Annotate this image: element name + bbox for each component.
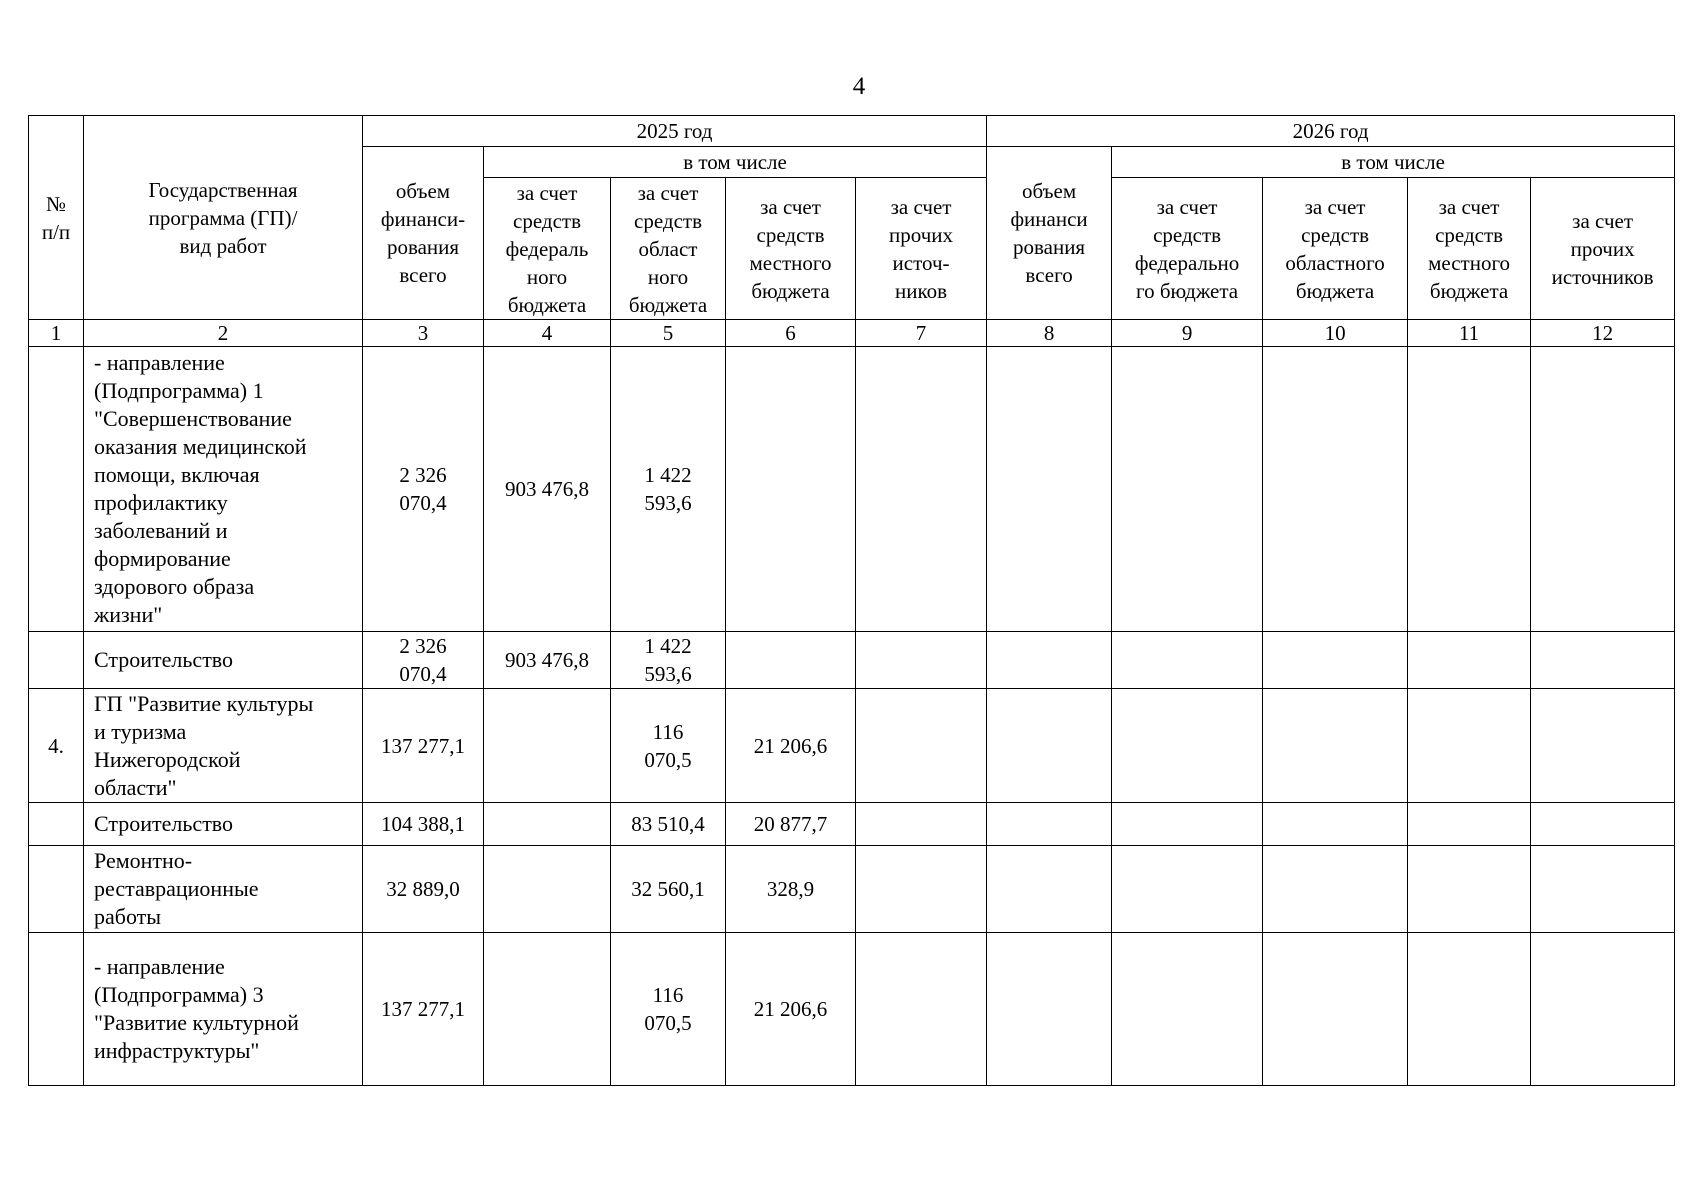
value-cell: [484, 933, 611, 1086]
header-y2-including: в том числе: [1112, 147, 1675, 178]
header-y2-federal: за счет средств федерально го бюджета: [1112, 178, 1263, 320]
column-number: 6: [726, 320, 856, 347]
value-cell: [1112, 933, 1263, 1086]
value-cell: [484, 846, 611, 933]
value-cell: [484, 689, 611, 803]
value-cell: 328,9: [726, 846, 856, 933]
value-cell: 903 476,8: [484, 632, 611, 689]
value-cell: [987, 689, 1112, 803]
value-cell: 32 889,0: [363, 846, 484, 933]
row-name: Строительство: [84, 632, 363, 689]
row-number: [29, 347, 84, 632]
value-cell: [1263, 632, 1408, 689]
header-num: № п/п: [29, 116, 84, 320]
value-cell: 20 877,7: [726, 803, 856, 846]
value-cell: 32 560,1: [611, 846, 726, 933]
value-cell: [1263, 803, 1408, 846]
value-cell: [1531, 347, 1675, 632]
value-cell: 21 206,6: [726, 689, 856, 803]
value-cell: [1112, 803, 1263, 846]
header-y1-including: в том числе: [484, 147, 987, 178]
column-number: 9: [1112, 320, 1263, 347]
header-y2-total: объем финанси рования всего: [987, 147, 1112, 320]
value-cell: 83 510,4: [611, 803, 726, 846]
table-row: [29, 846, 1675, 933]
table-row: [29, 347, 1675, 632]
header-year-2025: 2025 год: [363, 116, 987, 147]
value-cell: 21 206,6: [726, 933, 856, 1086]
column-number: 8: [987, 320, 1112, 347]
header-y1-regional: за счет средств област ного бюджета: [611, 178, 726, 320]
value-cell: [1408, 689, 1531, 803]
value-cell: 2 326 070,4: [363, 632, 484, 689]
value-cell: [1263, 933, 1408, 1086]
value-cell: 104 388,1: [363, 803, 484, 846]
value-cell: [1112, 689, 1263, 803]
value-cell: [987, 347, 1112, 632]
header-y1-local: за счет средств местного бюджета: [726, 178, 856, 320]
value-cell: [726, 347, 856, 632]
row-name: ГП "Развитие культуры и туризма Нижегородской области": [84, 689, 363, 803]
table-row: [29, 803, 1675, 846]
row-number: [29, 632, 84, 689]
table-row: [29, 632, 1675, 689]
column-number: 11: [1408, 320, 1531, 347]
header-y2-other: за счет прочих источников: [1531, 178, 1675, 320]
row-number: [29, 846, 84, 933]
value-cell: [1531, 689, 1675, 803]
header-program: Государственная программа (ГП)/ вид работ: [84, 116, 363, 320]
page-number: 4: [852, 73, 866, 100]
value-cell: [987, 933, 1112, 1086]
row-number: 4.: [29, 689, 84, 803]
value-cell: [1263, 846, 1408, 933]
value-cell: 137 277,1: [363, 689, 484, 803]
value-cell: [1263, 689, 1408, 803]
column-number: 1: [29, 320, 84, 347]
value-cell: [1408, 846, 1531, 933]
column-number: 10: [1263, 320, 1408, 347]
column-number: 4: [484, 320, 611, 347]
header-row-years: [29, 116, 1675, 147]
financing-table: [28, 115, 1675, 1086]
header-y1-total: объем финанси- рования всего: [363, 147, 484, 320]
value-cell: [987, 803, 1112, 846]
value-cell: [856, 632, 987, 689]
row-name: - направление (Подпрограмма) 3 "Развитие культурной инфраструктуры": [84, 933, 363, 1086]
column-number: 3: [363, 320, 484, 347]
value-cell: [1408, 933, 1531, 1086]
value-cell: [1531, 803, 1675, 846]
header-y1-federal: за счет средств федераль ного бюджета: [484, 178, 611, 320]
value-cell: [1531, 846, 1675, 933]
value-cell: [856, 689, 987, 803]
header-year-2026: 2026 год: [987, 116, 1675, 147]
value-cell: 1 422 593,6: [611, 632, 726, 689]
value-cell: [1408, 632, 1531, 689]
row-name: - направление (Подпрограмма) 1 "Совершенствование оказания медицинской помощи, включая профилактику заболеваний и формирование здорового образа жизни": [84, 347, 363, 632]
value-cell: [1112, 846, 1263, 933]
value-cell: [726, 632, 856, 689]
value-cell: 2 326 070,4: [363, 347, 484, 632]
header-y2-regional: за счет средств областного бюджета: [1263, 178, 1408, 320]
value-cell: [1408, 347, 1531, 632]
value-cell: [856, 846, 987, 933]
value-cell: [484, 803, 611, 846]
column-number: 7: [856, 320, 987, 347]
value-cell: 137 277,1: [363, 933, 484, 1086]
row-number: [29, 803, 84, 846]
column-number: 5: [611, 320, 726, 347]
value-cell: [1112, 632, 1263, 689]
value-cell: 1 422 593,6: [611, 347, 726, 632]
row-number: [29, 933, 84, 1086]
table-row: [29, 689, 1675, 803]
value-cell: [987, 632, 1112, 689]
value-cell: [1112, 347, 1263, 632]
header-y1-other: за счет прочих источ- ников: [856, 178, 987, 320]
value-cell: [987, 846, 1112, 933]
header-y2-local: за счет средств местного бюджета: [1408, 178, 1531, 320]
value-cell: 903 476,8: [484, 347, 611, 632]
value-cell: 116 070,5: [611, 933, 726, 1086]
row-name: Ремонтно- реставрационные работы: [84, 846, 363, 933]
value-cell: [856, 933, 987, 1086]
value-cell: [856, 347, 987, 632]
column-number: 2: [84, 320, 363, 347]
value-cell: [1408, 803, 1531, 846]
value-cell: [1531, 933, 1675, 1086]
column-number-row: [29, 320, 1675, 347]
row-name: Строительство: [84, 803, 363, 846]
column-number: 12: [1531, 320, 1675, 347]
value-cell: [856, 803, 987, 846]
value-cell: [1263, 347, 1408, 632]
value-cell: [1531, 632, 1675, 689]
table-row: [29, 933, 1675, 1086]
value-cell: 116 070,5: [611, 689, 726, 803]
